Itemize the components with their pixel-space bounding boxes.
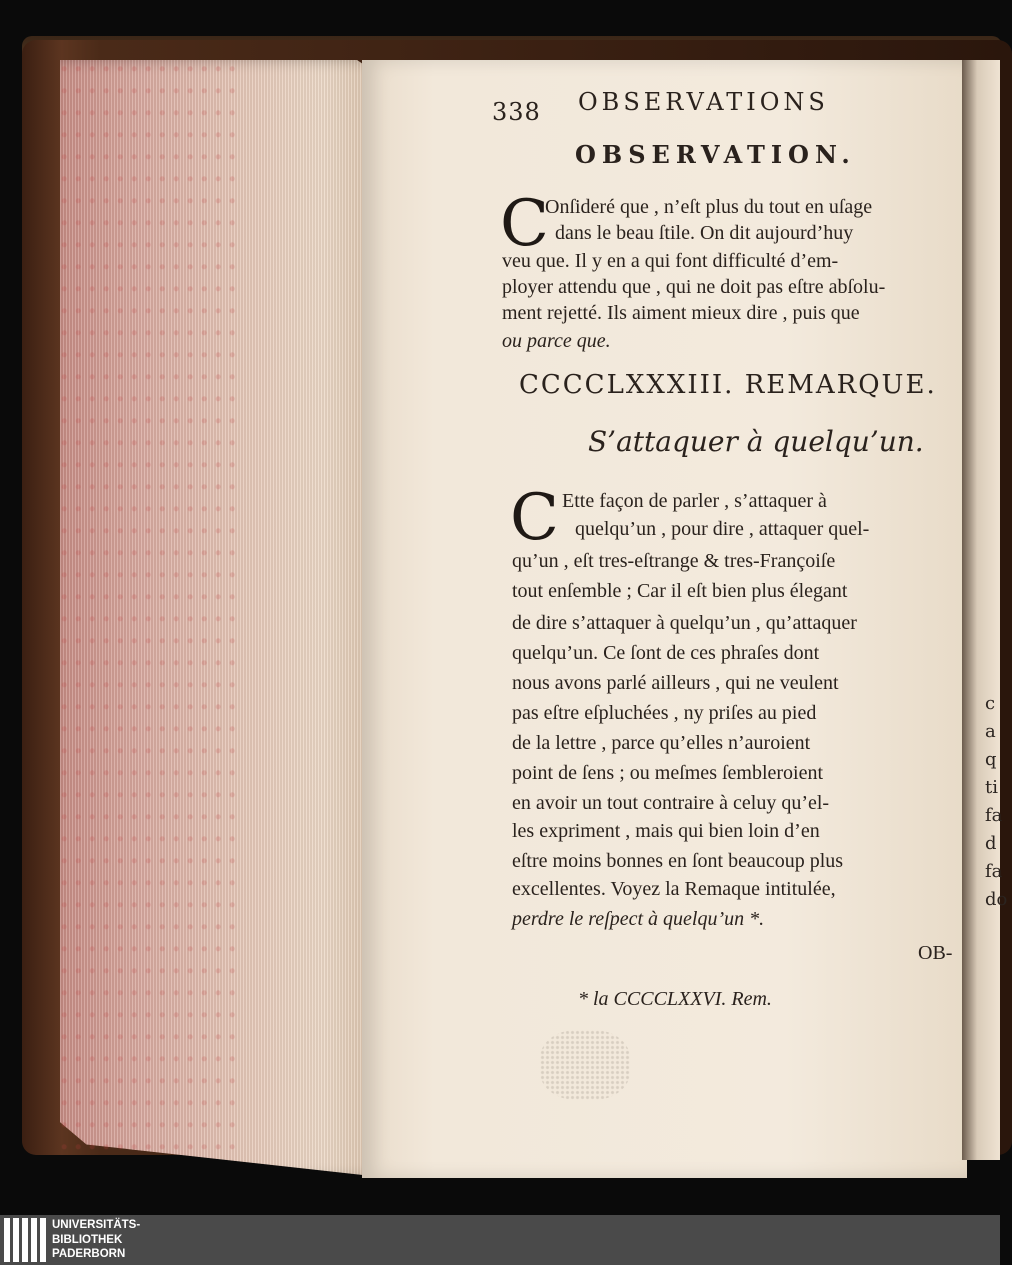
remarque-line: les expriment , mais qui bien loin d’en — [512, 820, 820, 842]
footnote: * la CCCCLXXVI. Rem. — [578, 988, 772, 1010]
observation-line: Onſideré que , n’eſt plus du tout en uſage — [545, 196, 873, 218]
remarque-line: eſtre moins bonnes en ſont beaucoup plus — [512, 850, 844, 872]
observation-line: ou parce que. — [502, 330, 611, 352]
observation-line: dans le beau ſtile. On dit aujourd’huy — [555, 222, 854, 244]
remarque-line: Ette façon de parler , s’attaquer à — [562, 490, 827, 512]
catchword: OB- — [918, 942, 953, 964]
remarque-line: quelqu’un. Ce ſont de ces phraſes dont — [512, 642, 820, 664]
remarque-line: de la lettre , parce qu’elles n’auroient — [512, 732, 811, 754]
library-logo-bars-icon — [4, 1218, 46, 1262]
library-logo-text: UNIVERSITÄTS- BIBLIOTHEK PADERBORN — [52, 1219, 141, 1260]
library-footer — [0, 1215, 1000, 1265]
sprinkled-edge-texture — [60, 60, 240, 1160]
remarque-line: perdre le reſpect à quelqu’un *. — [512, 908, 765, 930]
remarque-drop-cap: C — [510, 481, 559, 555]
facing-page-letters: c a q ti fa d fa do — [985, 693, 1008, 910]
observation-line: ment rejetté. Ils aiment mieux dire , puis que — [502, 302, 860, 324]
facing-page-edge — [962, 60, 1000, 1160]
remarque-line: de dire s’attaquer à quelqu’un , qu’attaquer — [512, 612, 857, 634]
observation-drop-cap: C — [500, 187, 549, 261]
remarque-line: pas eſtre eſpluchées , ny priſes au pied — [512, 702, 817, 724]
remarque-line: quelqu’un , pour dire , attaquer quel- — [575, 518, 870, 540]
page-number: 338 — [492, 98, 541, 126]
observation-line: veu que. Il y en a qui font difficulté d’em- — [502, 250, 839, 272]
remarque-line: qu’un , eſt tres-eſtrange & tres-Françoiſe — [512, 550, 836, 572]
remarque-line: point de ſens ; ou meſmes ſembleroient — [512, 762, 824, 784]
remarque-line: en avoir un tout contraire à celuy qu’el- — [512, 792, 830, 814]
remarque-line: excellentes. Voyez la Remaque intitulée, — [512, 878, 836, 900]
remarque-title: CCCCLXXXIII. REMARQUE. — [519, 370, 937, 400]
remarque-subtitle: S’attaquer à quelqu’un. — [588, 425, 924, 458]
observation-line: ployer attendu que , qui ne doit pas eſtre abſolu- — [502, 276, 886, 298]
running-head: OBSERVATIONS — [578, 88, 829, 116]
remarque-line: nous avons parlé ailleurs , qui ne veulent — [512, 672, 839, 694]
faded-stamp — [540, 1030, 630, 1100]
remarque-line: tout enſemble ; Car il eſt bien plus élegant — [512, 580, 848, 602]
observation-title: OBSERVATION. — [575, 140, 856, 169]
